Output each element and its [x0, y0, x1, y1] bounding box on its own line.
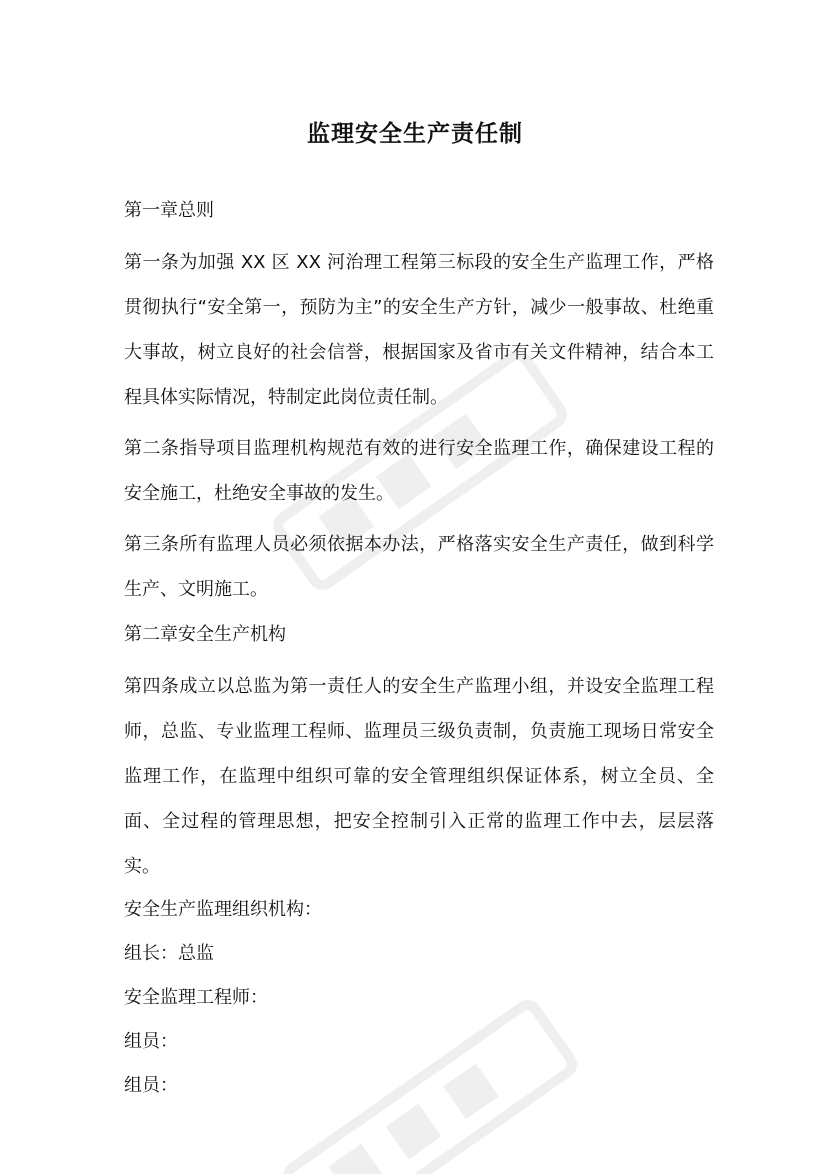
member-line-2: 组员：: [124, 1075, 178, 1096]
document-body: [124, 196, 714, 1115]
article-1: 第一条为加强 XX 区 XX 河治理工程第三标段的安全生产监理工作，严格贯彻执行“安全第一，预防为主”的安全生产方针，减少一般事故、杜绝重大事故，树立良好的社会信誉，根据国家及省市有关文件精神，结合本工程具体实际情况，特制定此岗位责任制。: [124, 252, 714, 408]
org-structure-heading: 安全生产监理组织机构：: [124, 899, 322, 920]
document-title: 监理安全生产责任制: [307, 121, 523, 147]
safety-engineer-line: 安全监理工程师：: [124, 987, 268, 1008]
article-4: 第四条成立以总监为第一责任人的安全生产监理小组，并设安全监理工程师，总监、专业监理工程师、监理员三级负责制，负责施工现场日常安全监理工作，在监理中组织可靠的安全管理组织保证体系，树立全员、全面、全过程的管理思想，把安全控制引入正常的监理工作中去，层层落实。: [124, 676, 714, 877]
group-leader-line: 组长：总监: [124, 943, 214, 964]
article-2: 第二条指导项目监理机构规范有效的进行安全监理工作，确保建设工程的安全施工，杜绝安全事故的发生。: [124, 438, 714, 504]
article-3: 第三条所有监理人员必须依据本办法，严格落实安全生产责任，做到科学生产、文明施工。: [124, 534, 714, 600]
chapter-2-heading: 第二章安全生产机构: [124, 624, 286, 645]
member-line-1: 组员：: [124, 1031, 178, 1052]
chapter-1-heading: 第一章总则: [124, 200, 214, 221]
